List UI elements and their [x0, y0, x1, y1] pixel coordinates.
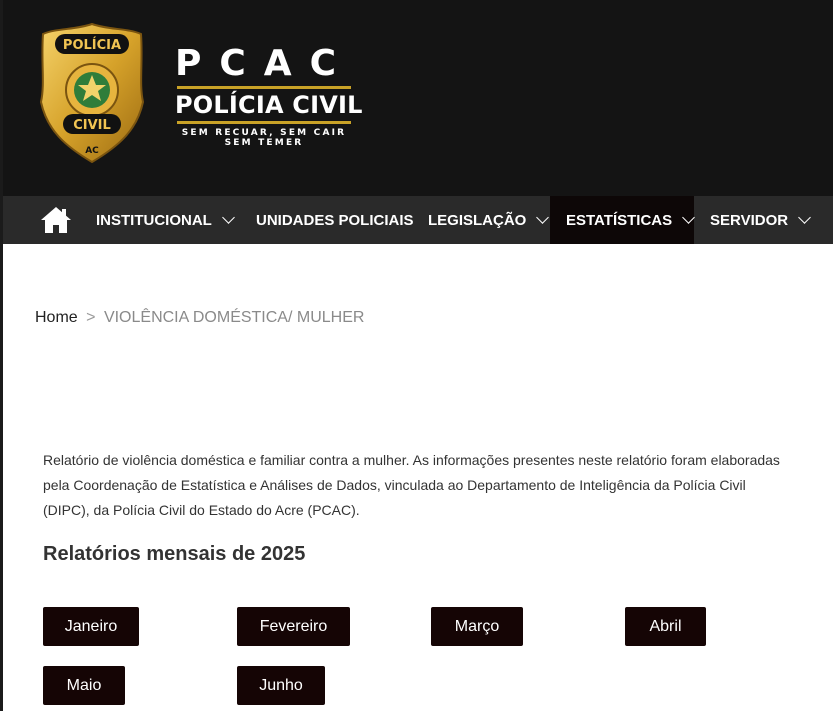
nav-item-estatisticas[interactable]: [550, 196, 694, 244]
month-button-fevereiro[interactable]: Fevereiro: [237, 607, 350, 646]
badge-state-text: AC: [85, 146, 99, 156]
nav-item-label: UNIDADES POLICIAIS: [256, 211, 414, 229]
police-badge-logo[interactable]: [39, 22, 145, 164]
intro-paragraph: Relatório de violência doméstica e familiar contra a mulher. As informações presentes neste relatório foram elaboradas pela Coordenação de Estatística e Análises de Dados, vinculada ao Departamento de Inteligência da Polícia Civil (DIPC), da Polícia Civil do Estado do Acre (PCAC).: [43, 452, 780, 518]
nav-item-legislacao[interactable]: [428, 196, 547, 244]
breadcrumb-home-link[interactable]: Home: [35, 309, 78, 326]
brand-block[interactable]: [175, 43, 363, 148]
month-button-junho[interactable]: Junho: [237, 666, 325, 705]
chevron-down-icon: [798, 211, 811, 224]
brand-motto-line1: SEM RECUAR, SEM CAIR: [181, 128, 347, 138]
badge-top-text: POLÍCIA: [62, 38, 122, 53]
badge-bottom-text: CIVIL: [73, 118, 111, 133]
section-title: Relatórios mensais de 2025: [43, 543, 306, 565]
nav-item-institucional[interactable]: [96, 196, 233, 244]
month-button-abril[interactable]: Abril: [625, 607, 706, 646]
breadcrumb: [35, 308, 364, 328]
main-nav: [3, 196, 833, 244]
nav-item-label: LEGISLAÇÃO: [428, 211, 527, 229]
nav-item-label: ESTATÍSTICAS: [566, 211, 673, 229]
breadcrumb-separator: >: [86, 309, 96, 326]
month-button-maio[interactable]: Maio: [43, 666, 125, 705]
brand-divider: [177, 86, 351, 89]
chevron-down-icon: [682, 211, 695, 224]
home-icon[interactable]: [39, 205, 73, 235]
breadcrumb-current: VIOLÊNCIA DOMÉSTICA/ MULHER: [103, 309, 365, 326]
chevron-down-icon: [536, 211, 549, 224]
brand-name: POLÍCIA CIVIL: [175, 91, 363, 119]
site-header: [3, 0, 833, 196]
nav-item-label: SERVIDOR: [710, 211, 789, 229]
nav-item-unidades-policiais[interactable]: [256, 196, 414, 244]
chevron-down-icon: [222, 211, 235, 224]
nav-item-label: INSTITUCIONAL: [96, 211, 212, 229]
brand-acronym: PCAC: [175, 43, 355, 84]
month-button-marco[interactable]: Março: [431, 607, 523, 646]
brand-motto-line2: SEM TEMER: [224, 138, 304, 148]
month-button-janeiro[interactable]: Janeiro: [43, 607, 139, 646]
brand-divider: [177, 121, 351, 124]
nav-item-servidor[interactable]: [710, 196, 809, 244]
